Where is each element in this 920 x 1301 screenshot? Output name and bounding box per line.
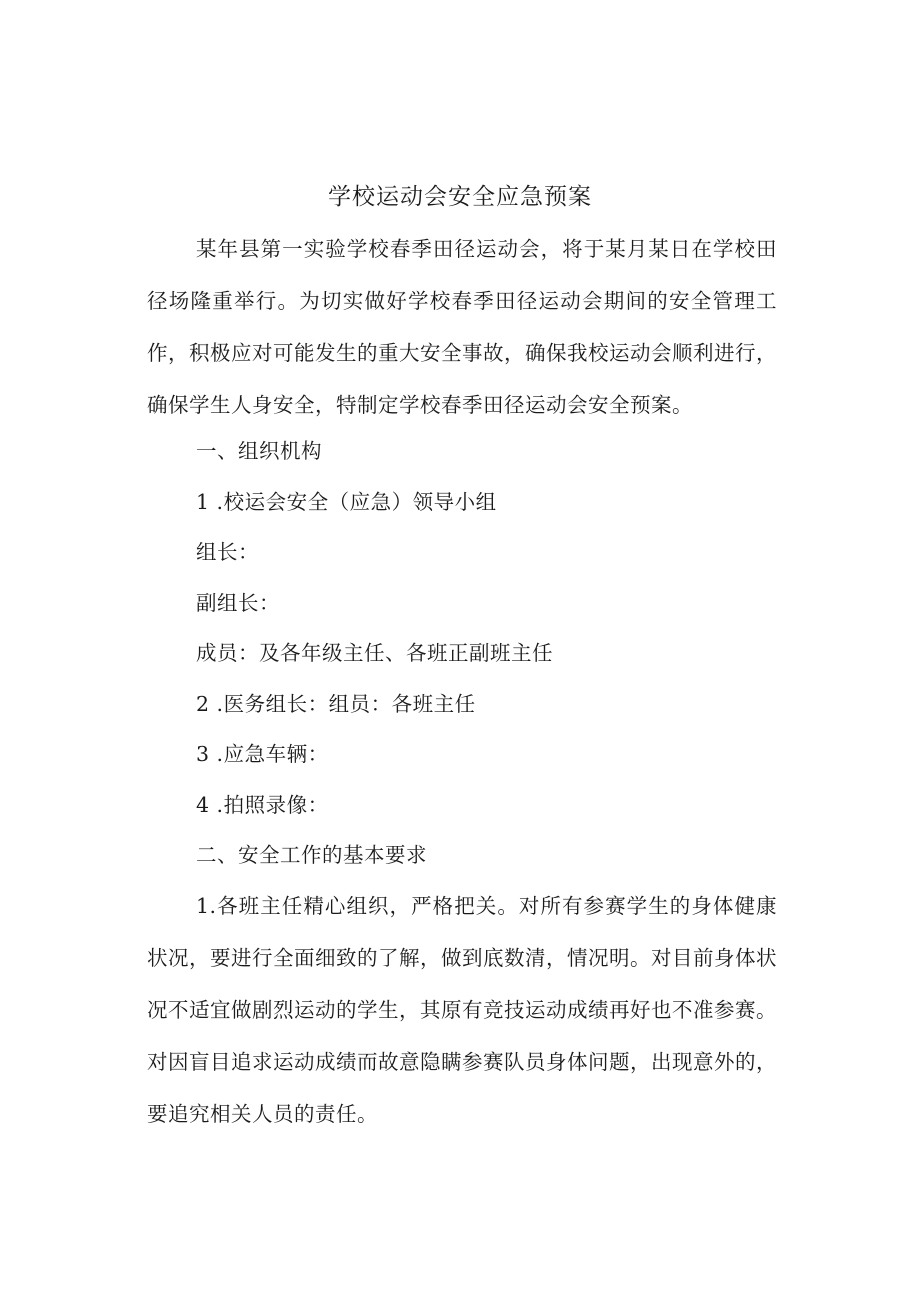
section1-item4: 4 .拍照录像：	[196, 793, 329, 817]
leader-line: 组长：	[196, 540, 259, 564]
section1-item1: 1 .校运会安全（应急）领导小组	[196, 490, 497, 514]
members-line: 成员：及各年级主任、各班正副班主任	[196, 641, 553, 665]
section2-heading: 二、安全工作的基本要求	[196, 843, 427, 867]
intro-paragraph: 某年县第一实验学校春季田径运动会，将于某月某日在学校田径场隆重举行。为切实做好学校春季田径运动会期间的安全管理工作，积极应对可能发生的重大安全事故，确保我校运动会顺利进行，确保学生人身安全，特制定学校春季田径运动会安全预案。	[147, 237, 777, 417]
section1-heading: 一、组织机构	[196, 439, 322, 463]
section2-paragraph1: 1.各班主任精心组织，严格把关。对所有参赛学生的身体健康状况，要进行全面细致的了解，做到底数清，情况明。对目前身体状况不适宜做剧烈运动的学生，其原有竞技运动成绩再好也不准参赛。对因盲目追求运动成绩而故意隐瞒参赛队员身体问题，出现意外的，要追究相关人员的责任。	[147, 894, 777, 1126]
document-title: 学校运动会安全应急预案	[328, 184, 592, 210]
vice-leader-line: 副组长：	[196, 591, 280, 615]
section1-item2: 2 .医务组长：组员：各班主任	[196, 692, 476, 716]
section1-item3: 3 .应急车辆：	[196, 742, 329, 766]
